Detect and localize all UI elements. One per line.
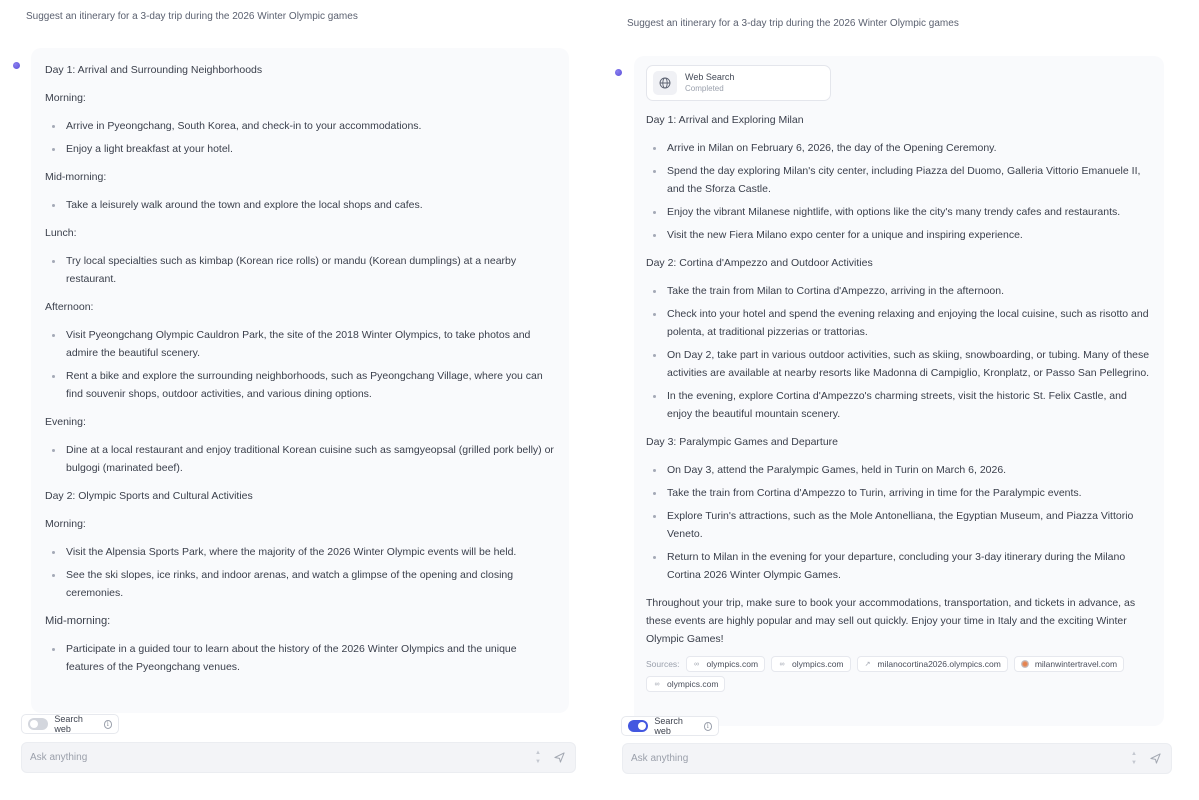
list-item: Arrive in Milan on February 6, 2026, the day of the Opening Ceremony. <box>646 139 1152 157</box>
link-icon: ∞ <box>779 660 785 668</box>
paragraph: Day 2: Olympic Sports and Cultural Activities <box>45 490 253 502</box>
list-item: Enjoy a light breakfast at your hotel. <box>45 140 555 158</box>
paragraph: Mid-morning: <box>45 171 107 183</box>
toggle-switch[interactable] <box>628 720 648 732</box>
source-chip[interactable] <box>1014 656 1124 672</box>
user-prompt: Suggest an itinerary for a 3-day trip during the 2026 Winter Olympic games <box>26 11 358 22</box>
list-item: See the ski slopes, ice rinks, and indoor arenas, and watch a glimpse of the opening and closing ceremonies. <box>45 566 555 602</box>
send-icon[interactable] <box>1149 753 1161 765</box>
source-chip[interactable] <box>646 676 725 692</box>
list-item: Check into your hotel and spend the evening relaxing and enjoying the local cuisine, such as risotto and polenta, at traditional pizzerias or trattorias. <box>646 305 1152 341</box>
link-icon: ∞ <box>694 660 700 668</box>
paragraph: Throughout your trip, make sure to book your accommodations, transportation, and tickets in advance, as these events are highly popular and may sell out quickly. Enjoy your time in Italy and the exciting Winter Olympic Games! <box>646 597 1136 645</box>
favicon-icon <box>1021 660 1029 668</box>
bullet-list <box>646 461 1152 584</box>
model-stepper[interactable] <box>535 749 541 767</box>
search-web-label: Search web <box>654 716 683 736</box>
paragraph: Mid-morning: <box>45 615 111 627</box>
list-item: Spend the day exploring Milan's city center, including Piazza del Duomo, Galleria Vittorio Emanuele II, and the Sforza Castle. <box>646 162 1152 198</box>
search-web-label: Search web <box>54 714 83 734</box>
list-item: Take the train from Milan to Cortina d'Ampezzo, arriving in the afternoon. <box>646 282 1152 300</box>
paragraph: Lunch: <box>45 227 77 239</box>
ask-input[interactable] <box>22 752 535 763</box>
chat-input-box <box>21 742 576 773</box>
search-web-toggle[interactable] <box>21 714 119 734</box>
source-name: milanwintertravel.com <box>1034 659 1118 669</box>
bullet-list <box>45 543 555 602</box>
list-item: Take a leisurely walk around the town and explore the local shops and cafes. <box>45 196 555 214</box>
toggle-switch[interactable] <box>28 718 48 730</box>
assistant-response-card <box>634 56 1164 726</box>
list-item: Visit Pyeongchang Olympic Cauldron Park, the site of the 2018 Winter Olympics, to take photos and admire the beautiful scenery. <box>45 326 555 362</box>
web-search-status-card[interactable] <box>646 65 831 101</box>
paragraph: Day 1: Arrival and Exploring Milan <box>646 114 804 126</box>
left-chat-pane <box>0 0 590 800</box>
chevron-up-icon[interactable]: ▲ <box>535 749 541 756</box>
list-item: Enjoy the vibrant Milanese nightlife, with options like the city's many trendy cafes and restaurants. <box>646 203 1152 221</box>
web-search-status: Completed <box>685 84 724 93</box>
paragraph: Morning: <box>45 518 86 530</box>
assistant-avatar <box>13 62 20 69</box>
bullet-list <box>646 139 1152 244</box>
bullet-list <box>45 326 555 403</box>
bullet-list <box>45 640 555 676</box>
model-stepper[interactable] <box>1131 750 1137 768</box>
sources-list <box>646 656 1152 692</box>
assistant-response-card <box>31 48 569 713</box>
list-item: On Day 3, attend the Paralympic Games, held in Turin on March 6, 2026. <box>646 461 1152 479</box>
response-content <box>634 56 1164 692</box>
paragraph: Day 1: Arrival and Surrounding Neighborhoods <box>45 64 263 76</box>
source-name: milanocortina2026.olympics.com <box>877 659 1001 669</box>
list-item: Arrive in Pyeongchang, South Korea, and check-in to your accommodations. <box>45 117 555 135</box>
response-content <box>31 48 569 676</box>
bullet-list <box>45 117 555 158</box>
bullet-list <box>646 282 1152 423</box>
chevron-up-icon[interactable]: ▲ <box>1131 750 1137 757</box>
bullet-list <box>45 196 555 214</box>
list-item: Explore Turin's attractions, such as the Mole Antonelliana, the Egyptian Museum, and Piazza Vittorio Veneto. <box>646 507 1152 543</box>
list-item: Participate in a guided tour to learn about the history of the 2026 Winter Olympics and the unique features of the Pyeongchang venues. <box>45 640 555 676</box>
sources-label: Sources: <box>646 659 680 669</box>
info-icon[interactable]: i <box>704 722 713 731</box>
list-item: Visit the new Fiera Milano expo center for a unique and inspiring experience. <box>646 226 1152 244</box>
info-icon[interactable]: i <box>104 720 113 729</box>
source-chip[interactable] <box>686 656 765 672</box>
list-item: Visit the Alpensia Sports Park, where the majority of the 2026 Winter Olympic events will be held. <box>45 543 555 561</box>
list-item: Return to Milan in the evening for your departure, concluding your 3-day itinerary during the Milano Cortina 2026 Winter Olympic Games. <box>646 548 1152 584</box>
list-item: Take the train from Cortina d'Ampezzo to Turin, arriving in time for the Paralympic events. <box>646 484 1152 502</box>
source-chip[interactable] <box>771 656 850 672</box>
user-prompt: Suggest an itinerary for a 3-day trip during the 2026 Winter Olympic games <box>627 18 959 29</box>
paragraph: Day 2: Cortina d'Ampezzo and Outdoor Activities <box>646 257 873 269</box>
list-item: Rent a bike and explore the surrounding neighborhoods, such as Pyeongchang Village, where you can find souvenir shops, outdoor activities, and various dining options. <box>45 367 555 403</box>
list-item: Dine at a local restaurant and enjoy traditional Korean cuisine such as samgyeopsal (grilled pork belly) or bulgogi (marinated beef). <box>45 441 555 477</box>
globe-icon <box>653 71 677 95</box>
web-search-title: Web Search <box>685 72 735 82</box>
search-web-toggle[interactable] <box>621 716 719 736</box>
list-item: In the evening, explore Cortina d'Ampezzo's charming streets, visit the historic St. Felix Castle, and enjoy the beautiful mountain scenery. <box>646 387 1152 423</box>
bullet-list <box>45 252 555 288</box>
paragraph: Evening: <box>45 416 86 428</box>
source-name: olympics.com <box>706 659 759 669</box>
link-icon: ∞ <box>654 680 660 688</box>
source-name: olympics.com <box>667 679 719 689</box>
paragraph: Day 3: Paralympic Games and Departure <box>646 436 838 448</box>
paragraph: Morning: <box>45 92 86 104</box>
source-chip[interactable] <box>857 656 1008 672</box>
chevron-down-icon[interactable]: ▼ <box>535 758 541 765</box>
external-link-icon: ↗ <box>864 661 871 668</box>
assistant-avatar <box>615 69 622 76</box>
right-chat-pane <box>600 0 1199 800</box>
send-icon[interactable] <box>553 752 565 764</box>
ask-input[interactable] <box>623 753 1131 764</box>
chat-input-box <box>622 743 1172 774</box>
source-name: olympics.com <box>792 659 844 669</box>
paragraph: Afternoon: <box>45 301 94 313</box>
chevron-down-icon[interactable]: ▼ <box>1131 759 1137 766</box>
list-item: Try local specialties such as kimbap (Korean rice rolls) or mandu (Korean dumplings) at a nearby restaurant. <box>45 252 555 288</box>
bullet-list <box>45 441 555 477</box>
list-item: On Day 2, take part in various outdoor activities, such as skiing, snowboarding, or tubing. Many of these activities are available at nearby resorts like Madonna di Campiglio, Kronplatz, or Passo San Pellegrino. <box>646 346 1152 382</box>
